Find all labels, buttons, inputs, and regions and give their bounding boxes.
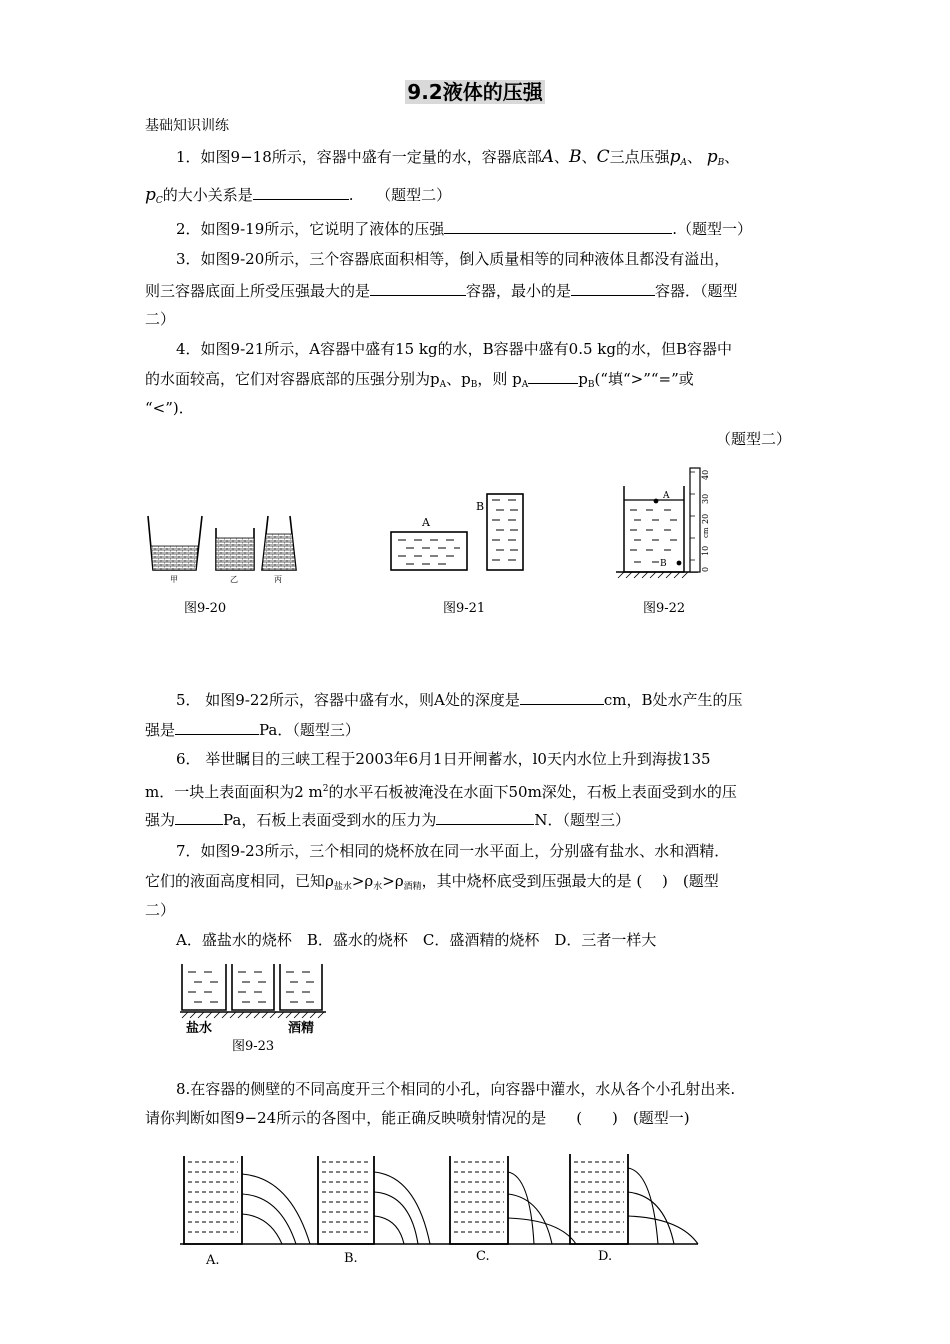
container — [624, 486, 684, 572]
water-lines — [630, 510, 677, 562]
figure-9-21-caption: 图9-21 — [443, 601, 486, 616]
label-d: D. — [598, 1249, 613, 1264]
beaker-water — [232, 964, 274, 1010]
figure-9-23 — [180, 962, 326, 1038]
question-8-line-2: 请你判断如图9−24所示的各图中，能正确反映喷射情况的是 ( ) (题型一) — [145, 1109, 690, 1127]
answer-blank[interactable] — [175, 719, 259, 735]
label-alcohol: 酒精 — [288, 1021, 315, 1036]
label-a: A — [663, 491, 670, 501]
question-4-line-3: “<”)． — [145, 399, 194, 417]
tick-20: 20 — [701, 513, 710, 524]
section-heading: 基础知识训练 — [145, 118, 229, 134]
answer-blank[interactable] — [436, 809, 534, 825]
answer-blank[interactable] — [571, 280, 655, 296]
tick-40: 40 — [701, 469, 710, 480]
point-b — [677, 561, 682, 566]
question-5-line-1: 5． 如图9-22所示，容器中盛有水，则A处的深度是 cm，B处水产生的压 — [176, 691, 743, 709]
answer-blank[interactable] — [444, 218, 672, 234]
ground-hatch — [618, 572, 688, 578]
label-b: B — [476, 500, 485, 513]
tick-10: 10 — [701, 545, 710, 556]
figure-9-20 — [140, 512, 310, 584]
question-2: 2．如图9-19所示，它说明了液体的压强 .（题型一） — [176, 220, 753, 238]
container-d — [570, 1154, 698, 1244]
liquid-lines — [188, 972, 314, 1002]
question-8-line-1: 8.在容器的侧壁的不同高度开三个相同的小孔，向容器中灌水，水从各个小孔射出来. — [176, 1080, 736, 1098]
label-b: B. — [344, 1251, 358, 1266]
figure-9-22 — [612, 466, 722, 580]
container-c — [450, 1156, 576, 1244]
figure-9-23-caption: 图9-23 — [232, 1039, 275, 1054]
page-title: 9.2液体的压强 — [407, 80, 543, 104]
figure-9-20-caption: 图9-20 — [184, 601, 227, 616]
question-7-line-1: 7．如图9-23所示，三个相同的烧杯放在同一水平面上，分别盛有盐水、水和酒精． — [176, 842, 730, 860]
label-jia: 甲 — [170, 575, 178, 584]
ruler — [690, 468, 700, 572]
question-7-line-2: 它们的液面高度相同，已知$\rho_{盐水}>\rho_水>\rho_{酒精}$，其中烧杯底受到压强最大的是 ( ) (题型 — [145, 872, 719, 892]
ruler-unit: cm — [702, 527, 710, 538]
figure-9-24 — [180, 1148, 700, 1268]
liquid-bing — [262, 534, 296, 570]
label-yi: 乙 — [230, 575, 238, 584]
label-bing: 丙 — [274, 575, 282, 584]
beaker-alcohol — [280, 964, 322, 1010]
question-3-line-2: 则三容器底面上所受压强最大的是 容器，最小的是 容器．（题型 — [145, 282, 738, 300]
answer-blank[interactable] — [528, 368, 578, 384]
label-water: 水 — [246, 1021, 260, 1036]
container-b — [487, 494, 523, 570]
question-3-line-1: 3．如图9-20所示，三个容器底面积相等，倒入质量相等的同种液体且都没有溢出， — [176, 250, 730, 268]
tick-0: 0 — [701, 566, 710, 572]
answer-blank[interactable] — [370, 280, 466, 296]
liquid-jia — [151, 546, 198, 570]
question-6-line-1: 6． 举世瞩目的三峡工程于2003年6月1日开闸蓄水，l0天内水位上升到海拔135 — [176, 750, 711, 768]
question-1-line-2: $p_C$的大小关系是 . （题型二） — [145, 185, 452, 206]
question-3-line-3: 二） — [145, 310, 176, 328]
table-hatch — [182, 1012, 324, 1018]
label-saltwater: 盐水 — [186, 1021, 213, 1036]
question-7-options: A．盛盐水的烧杯 B．盛水的烧杯 C．盛酒精的烧杯 D．三者一样大 — [176, 931, 657, 949]
question-4-tag: （题型二） — [716, 430, 792, 448]
label-a: A — [422, 516, 430, 529]
question-1-line-1: 1．如图9−18所示，容器中盛有一定量的水，容器底部A、B、C三点压强$p_A$、 $p_B$、 — [176, 147, 740, 168]
tick-30: 30 — [701, 493, 710, 504]
question-6-line-2: m．一块上表面面积为2 $m^2$的水平石板被淹没在水面下50m深处，石板上表面受到水的压 — [145, 783, 737, 801]
label-a: A. — [206, 1253, 220, 1268]
question-4-line-2: 的水面较高，它们对容器底部的压强分别为$p_A$、$p_B$，则 $p_A$ $p_B(“$填“>”“=”或 — [145, 370, 694, 390]
answer-blank[interactable] — [175, 809, 223, 825]
label-c: C. — [476, 1249, 490, 1264]
label-b: B — [660, 559, 667, 569]
answer-blank[interactable] — [520, 689, 604, 705]
question-6-line-3: 强为 Pa，石板上表面受到水的压力为 N．（题型三） — [145, 811, 631, 829]
answer-blank[interactable] — [253, 184, 349, 200]
figure-9-22-caption: 图9-22 — [643, 601, 686, 616]
question-5-line-2: 强是 Pa．（题型三） — [145, 721, 360, 739]
beaker-saltwater — [182, 964, 226, 1010]
figure-9-21 — [388, 490, 528, 574]
question-7-line-3: 二） — [145, 901, 176, 919]
container-a — [184, 1156, 310, 1244]
liquid-yi — [216, 538, 254, 570]
container-b — [318, 1156, 430, 1244]
question-4-line-1: 4．如图9-21所示，A容器中盛有15 kg的水，B容器中盛有0.5 kg的水，但B容器中 — [176, 340, 732, 358]
point-a — [654, 499, 659, 504]
